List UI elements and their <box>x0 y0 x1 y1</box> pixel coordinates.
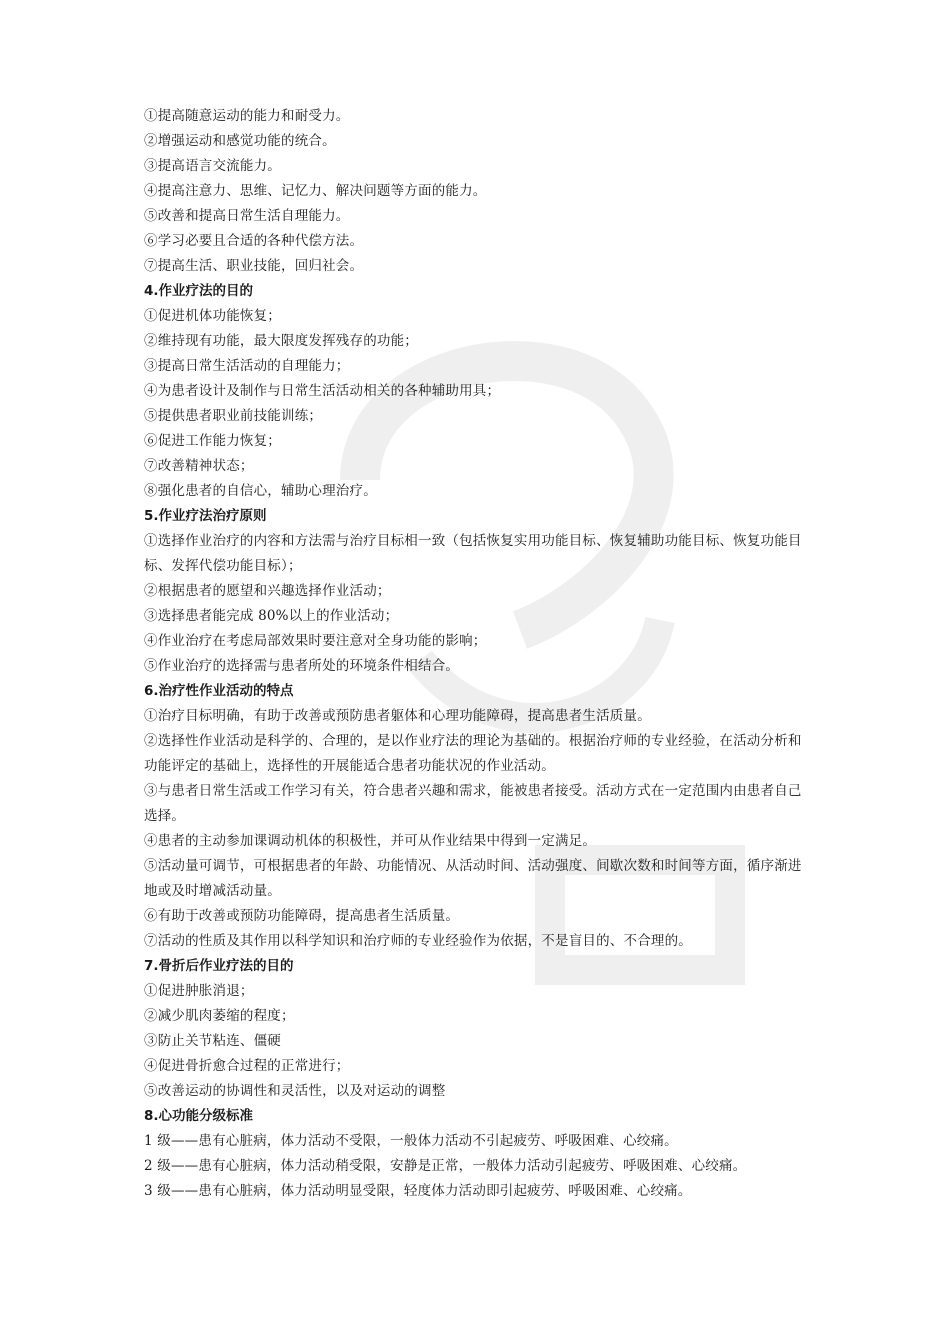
section-8 <box>144 1104 814 1204</box>
list-item: ①促进机体功能恢复； <box>144 308 281 324</box>
section-5 <box>144 504 814 679</box>
list-item: ⑥促进工作能力恢复； <box>144 433 281 449</box>
list-item: ①促进肿胀消退； <box>144 983 254 999</box>
list-item: ⑥有助于改善或预防功能障碍，提高患者生活质量。 <box>144 908 460 924</box>
section-4 <box>144 279 814 504</box>
list-item: ③选择患者能完成 80%以上的作业活动； <box>144 608 399 624</box>
section-heading: 7.骨折后作业疗法的目的 <box>144 958 294 974</box>
list-item: ①治疗目标明确，有助于改善或预防患者躯体和心理功能障碍，提高患者生活质量。 <box>144 708 651 724</box>
list-item: 3 级——患有心脏病，体力活动明显受限，轻度体力活动即引起疲劳、呼吸困难、心绞痛。 <box>144 1183 692 1199</box>
list-item: ④患者的主动参加课调动机体的积极性，并可从作业结果中得到一定满足。 <box>144 833 597 849</box>
list-item: ①选择作业治疗的内容和方法需与治疗目标相一致（包括恢复实用功能目标、恢复辅助功能目标、恢复功能目标、发挥代偿功能目标）； <box>144 533 802 574</box>
list-item: 2 级——患有心脏病，体力活动稍受限，安静是正常，一般体力活动引起疲劳、呼吸困难、心绞痛。 <box>144 1158 747 1174</box>
list-item: 1 级——患有心脏病，体力活动不受限，一般体力活动不引起疲劳、呼吸困难、心绞痛。 <box>144 1133 678 1149</box>
list-item: ④促进骨折愈合过程的正常进行； <box>144 1058 350 1074</box>
list-item: ④为患者设计及制作与日常生活活动相关的各种辅助用具； <box>144 383 501 399</box>
section-6 <box>144 679 814 954</box>
list-item: ⑥学习必要且合适的各种代偿方法。 <box>144 233 364 249</box>
list-item: ⑦改善精神状态； <box>144 458 254 474</box>
list-item: ②根据患者的愿望和兴趣选择作业活动； <box>144 583 391 599</box>
list-item: ③提高日常生活活动的自理能力； <box>144 358 350 374</box>
list-item: ②选择性作业活动是科学的、合理的，是以作业疗法的理论为基础的。根据治疗师的专业经验，在活动分析和功能评定的基础上，选择性的开展能适合患者功能状况的作业活动。 <box>144 733 802 774</box>
list-item: ⑤改善和提高日常生活自理能力。 <box>144 208 350 224</box>
list-item: ②增强运动和感觉功能的统合。 <box>144 133 336 149</box>
list-item: ⑧强化患者的自信心，辅助心理治疗。 <box>144 483 377 499</box>
list-item: ④提高注意力、思维、记忆力、解决问题等方面的能力。 <box>144 183 487 199</box>
section-7 <box>144 954 814 1104</box>
list-item: ⑦提高生活、职业技能，回归社会。 <box>144 258 364 274</box>
section-heading: 6.治疗性作业活动的特点 <box>144 683 294 699</box>
list-item: ⑤作业治疗的选择需与患者所处的环境条件相结合。 <box>144 658 460 674</box>
list-item: ③提高语言交流能力。 <box>144 158 281 174</box>
list-item: ⑤改善运动的协调性和灵活性，以及对运动的调整 <box>144 1083 446 1099</box>
section-heading: 4.作业疗法的目的 <box>144 283 254 299</box>
list-item: ②维持现有功能，最大限度发挥残存的功能； <box>144 333 418 349</box>
section-heading: 5.作业疗法治疗原则 <box>144 508 267 524</box>
list-item: ②减少肌肉萎缩的程度； <box>144 1008 295 1024</box>
section-heading: 8.心功能分级标准 <box>144 1108 254 1124</box>
document-body <box>144 104 814 1204</box>
list-item: ①提高随意运动的能力和耐受力。 <box>144 108 350 124</box>
list-item: ⑤活动量可调节，可根据患者的年龄、功能情况、从活动时间、活动强度、间歇次数和时间等方面，循序渐进地或及时增减活动量。 <box>144 858 802 899</box>
list-item: ③防止关节粘连、僵硬 <box>144 1033 281 1049</box>
list-item: ③与患者日常生活或工作学习有关，符合患者兴趣和需求，能被患者接受。活动方式在一定范围内由患者自己选择。 <box>144 783 802 824</box>
list-item: ⑦活动的性质及其作用以科学知识和治疗师的专业经验作为依据，不是盲目的、不合理的。 <box>144 933 692 949</box>
list-item: ⑤提供患者职业前技能训练； <box>144 408 323 424</box>
intro-list <box>144 104 814 279</box>
list-item: ④作业治疗在考虑局部效果时要注意对全身功能的影响； <box>144 633 487 649</box>
